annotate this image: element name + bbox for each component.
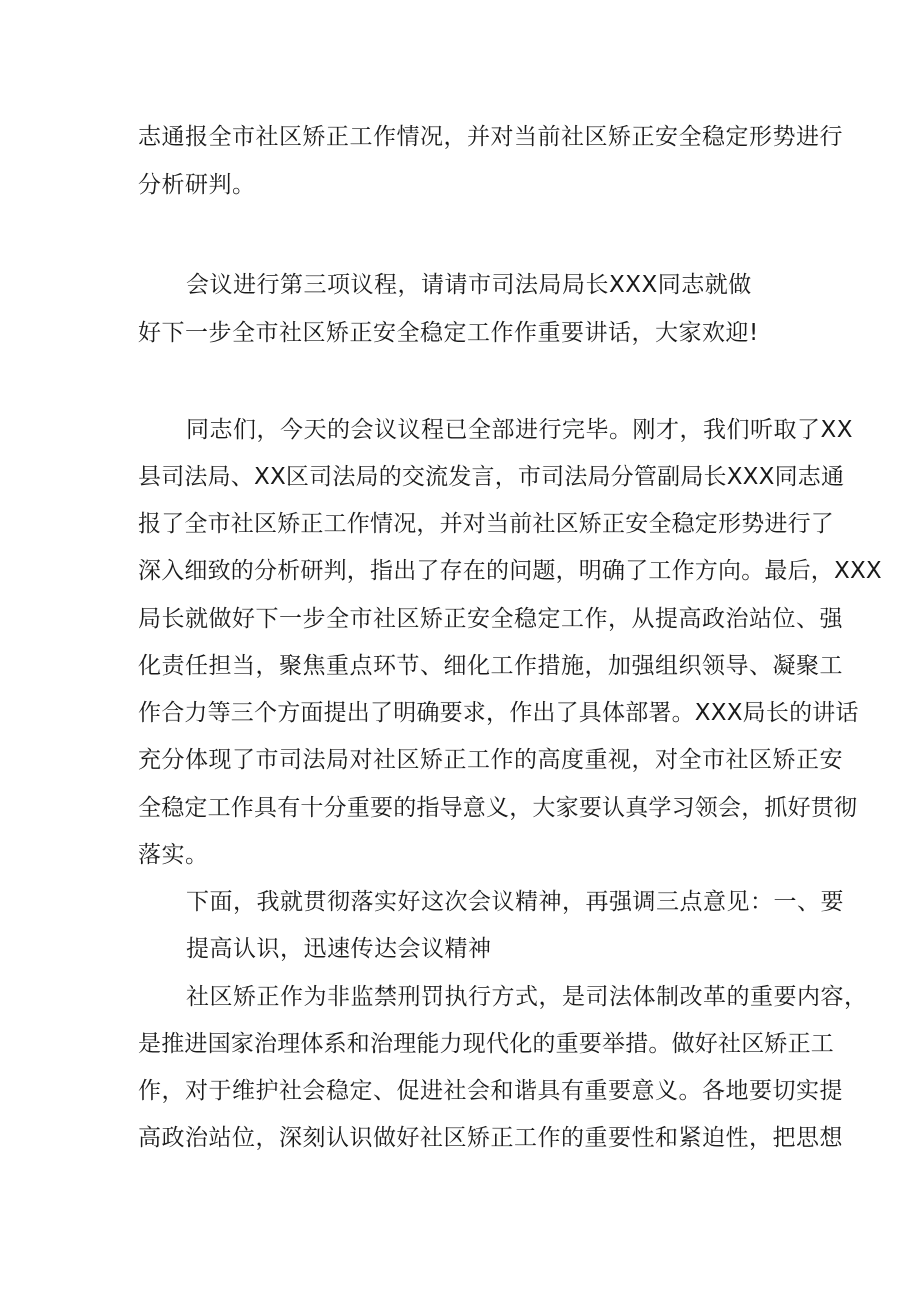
- text-line: 局长就做好下一步全市社区矫正安全稳定工作，从提高政治站位、强: [138, 606, 843, 632]
- section-heading: 提高认识，迅速传达会议精神: [186, 936, 492, 962]
- text-line: 高政治站位，深刻认识做好社区矫正工作的重要性和紧迫性，把思想: [138, 1125, 843, 1151]
- text-line: 分析研判。: [138, 172, 256, 198]
- text-line: 社区矫正作为非监禁刑罚执行方式，是司法体制改革的重要内容，: [186, 984, 868, 1010]
- text-line: 好下一步全市社区矫正安全稳定工作作重要讲话，大家欢迎!: [138, 320, 759, 346]
- text-line: 志通报全市社区矫正工作情况，并对当前社区矫正安全稳定形势进行: [138, 124, 843, 150]
- text-line: 会议进行第三项议程，请请市司法局局长XXX同志就做: [186, 272, 752, 298]
- text-line: 同志们，今天的会议议程已全部进行完毕。刚才，我们听取了XX: [186, 417, 854, 443]
- text-line: 作，对于维护社会稳定、促进社会和谐具有重要意义。各地要切实提: [138, 1078, 843, 1104]
- text-line: 深入细致的分析研判，指出了存在的问题，明确了工作方向。最后，XXX: [138, 558, 882, 584]
- text-line: 县司法局、XX区司法局的交流发言，市司法局分管副局长XXX同志通: [138, 464, 845, 490]
- text-line: 落实。: [138, 842, 209, 868]
- text-line: 充分体现了市司法局对社区矫正工作的高度重视，对全市社区矫正安: [138, 747, 843, 773]
- text-line: 全稳定工作具有十分重要的指导意义，大家要认真学习领会，抓好贯彻: [138, 795, 858, 821]
- text-line: 下面，我就贯彻落实好这次会议精神，再强调三点意见：一、要: [186, 889, 844, 915]
- text-line: 报了全市社区矫正工作情况，并对当前社区矫正安全稳定形势进行了: [138, 511, 834, 537]
- text-line: 化责任担当，聚焦重点环节、细化工作措施，加强组织领导、凝聚工: [138, 653, 843, 679]
- text-line: 是推进国家治理体系和治理能力现代化的重要举措。做好社区矫正工: [138, 1031, 834, 1057]
- text-line: 作合力等三个方面提出了明确要求，作出了具体部署。XXX局长的讲话: [138, 700, 859, 726]
